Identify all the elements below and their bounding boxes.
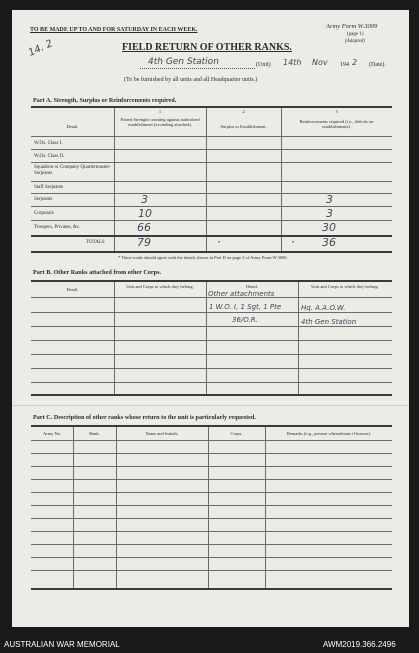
- privates-strength: 66: [137, 221, 151, 234]
- row-label-cqms: Squadron or Company Quartermaster-Serjeants: [34, 165, 111, 176]
- row-rule: [31, 570, 392, 571]
- row-rule: [31, 206, 392, 207]
- totals-dot-2: •: [292, 240, 295, 246]
- totals-label: TOTALS: [86, 240, 105, 245]
- fold-line: [12, 405, 409, 406]
- row-rule: [31, 479, 392, 480]
- form-number: Army Form W.3009: [326, 23, 378, 30]
- unit-value: 4th Gen Station: [148, 57, 219, 67]
- row-rule: [31, 136, 392, 137]
- row-rule: [31, 518, 392, 519]
- part-b-col-rule: [206, 282, 207, 395]
- row-rule: [31, 340, 392, 341]
- part-b-title: Part B. Other Ranks attached from other Corps.: [33, 269, 162, 276]
- row-rule: [31, 557, 392, 558]
- col2-header: Surplus to Establishment.: [220, 124, 267, 129]
- margin-note: 14. 2: [26, 38, 55, 59]
- row-rule: [31, 453, 392, 454]
- part-c-col-rule: [265, 427, 266, 589]
- row-label-wo2: W.Os. Class II.: [34, 154, 65, 159]
- footer-credit: AUSTRALIAN WAR MEMORIAL: [4, 640, 120, 649]
- totals-rule: [31, 235, 392, 237]
- part-c-col-rule: [116, 427, 117, 589]
- col-number-1: 1: [158, 109, 162, 114]
- row-rule: [31, 181, 392, 182]
- corporals-reinforcements: 3: [326, 207, 333, 220]
- top-instruction: TO BE MADE UP TO AND FOR SATURDAY IN EACH WEEK.: [30, 27, 198, 33]
- unit-label: (Unit): [256, 62, 271, 68]
- serjeants-strength: 3: [141, 193, 148, 206]
- row-rule: [31, 368, 392, 369]
- row-label-wo1: W.Os. Class I.: [34, 141, 63, 146]
- part-b-detail-header-2: Detail.: [245, 284, 259, 289]
- part-b-detail-header: Detail.: [66, 287, 79, 292]
- attachment-detail-1: 1 W.O. I, 1 Sgt, 1 Pte: [209, 303, 282, 311]
- army-no-header: Army No.: [42, 431, 62, 436]
- col-detail-header: Detail.: [66, 124, 79, 129]
- date-year: 2: [352, 58, 358, 67]
- col1-header: Posted Strength counting against authorized establishment (excluding attached).: [120, 117, 200, 127]
- row-label-serjeants: Serjeants: [34, 197, 53, 202]
- totals-dot-1: •: [218, 240, 221, 246]
- row-rule: [31, 544, 392, 545]
- row-label-corporals: Corporals: [34, 211, 54, 216]
- col-number-3: 3: [335, 109, 338, 114]
- date-label: (Date).: [369, 62, 386, 68]
- part-a-col-rule: [281, 108, 282, 252]
- row-rule: [31, 149, 392, 150]
- row-rule: [31, 312, 392, 313]
- col-number-2: 2: [242, 109, 245, 114]
- corps-header: Corps.: [230, 431, 243, 436]
- date-month: Nov: [312, 58, 328, 67]
- attachment-unit-2: 4th Gen Station: [301, 318, 357, 326]
- footer-accession: AWM2019.366.2496: [323, 640, 396, 649]
- corporals-strength: 10: [138, 207, 152, 220]
- adapted-note: (Adapted): [345, 39, 365, 44]
- serjeants-reinforcements: 3: [326, 193, 333, 206]
- part-a-note: * These totals should agree with the details shown in Part D on page 2 of Army Form W.3009.: [118, 255, 288, 260]
- name-header: Name and Initials.: [145, 431, 179, 436]
- privates-reinforcements: 30: [322, 221, 336, 234]
- part-b-top-rule: [31, 280, 392, 282]
- attachment-unit-1: Hq. A.A.O.W.: [301, 304, 346, 312]
- totals-reinforcements: 36: [322, 236, 336, 249]
- row-rule: [31, 466, 392, 467]
- row-rule: [31, 531, 392, 532]
- date-prefix: 194: [340, 62, 349, 68]
- row-rule: [31, 492, 392, 493]
- row-rule: [31, 326, 392, 327]
- form-title: FIELD RETURN OF OTHER RANKS.: [122, 42, 292, 53]
- totals-bottom-rule: [31, 251, 392, 253]
- row-label-staff-sjts: Staff Serjeants: [34, 185, 64, 190]
- part-b-unit-header: Unit and Corps to which they belong.: [126, 284, 194, 289]
- unit-field-line: [140, 68, 255, 69]
- totals-strength: 79: [137, 236, 151, 249]
- part-a-col-rule: [114, 108, 115, 252]
- part-b-col-rule: [114, 282, 115, 395]
- part-a-col-rule: [206, 108, 207, 252]
- attachments-heading: Other attachments: [208, 290, 275, 298]
- part-b-bottom-rule: [31, 394, 392, 396]
- part-c-bottom-rule: [31, 588, 392, 590]
- row-rule: [31, 220, 392, 221]
- page-number: (page 1): [347, 32, 364, 37]
- rank-header: Rank.: [89, 431, 100, 436]
- part-b-col-rule: [298, 282, 299, 395]
- part-b-unit-header-2: Unit and Corps to which they belong.: [311, 284, 379, 289]
- remarks-header: Remarks (e.g., present whereabouts if known).: [286, 431, 372, 436]
- row-rule: [31, 162, 392, 163]
- row-rule: [31, 193, 392, 194]
- part-c-title: Part C. Description of other ranks whose return to the unit is particularly requested.: [33, 414, 256, 421]
- row-label-privates: Troopers, Privates, &c.: [34, 225, 81, 230]
- part-c-col-rule: [208, 427, 209, 589]
- date-day: 14th: [283, 58, 302, 67]
- part-a-title: Part A. Strength, Surplus or Reinforcements required.: [33, 97, 177, 104]
- part-c-col-rule: [73, 427, 74, 589]
- row-rule: [31, 382, 392, 383]
- row-rule: [31, 440, 392, 441]
- part-a-top-rule: [31, 106, 392, 108]
- subtitle: (To be furnished by all units and all Headquarter units.): [124, 77, 258, 83]
- row-rule: [31, 354, 392, 355]
- attachment-detail-2: 36/O.R.: [232, 316, 258, 324]
- part-c-top-rule: [31, 425, 392, 427]
- col3-header: Reinforcements required (i.e., deficits on establishments).: [299, 119, 374, 129]
- row-rule: [31, 505, 392, 506]
